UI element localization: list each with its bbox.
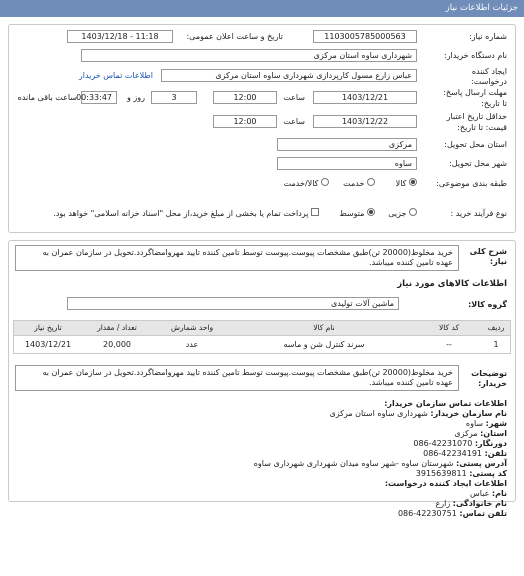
announce-label: تاریخ و ساعت اعلان عمومی: xyxy=(186,32,283,41)
goods-group-field: ماشین آلات تولیدی xyxy=(67,297,399,310)
summary-text-1: خرید مخلوط(20000 تن)طبق مشخصات پیوست.پیوست توسط تامین کننده تایید مهروامضاگردد.تحویل در سازمان عمران به xyxy=(42,248,453,257)
category-option-goods[interactable]: کالا xyxy=(396,178,417,188)
city-field: ساوه xyxy=(277,157,417,170)
col-unit: واحد شمارش xyxy=(152,321,232,335)
cell-date: 1403/12/21 xyxy=(24,339,72,349)
radio-icon xyxy=(409,208,417,216)
reply-time-label: ساعت xyxy=(283,93,305,102)
notes-label-1: توضیحات xyxy=(471,369,507,378)
creator-family: نام خانوادگی: زارع xyxy=(435,499,507,508)
reply-time-field: 12:00 xyxy=(213,91,277,104)
contact-province: استان: مرکزی xyxy=(454,429,507,438)
cell-unit: عدد xyxy=(185,339,199,349)
col-code: کد کالا xyxy=(416,321,482,335)
creator-title: اطلاعات ایجاد کننده درخواست: xyxy=(384,479,507,488)
page-header xyxy=(0,0,524,17)
days-field: 3 xyxy=(151,91,197,104)
contact-city: شهر: ساوه xyxy=(465,419,507,428)
col-name: نام کالا xyxy=(232,321,416,335)
page-title: جزئیات اطلاعات نیاز xyxy=(445,3,518,13)
valid-time-label: ساعت xyxy=(283,117,305,126)
contact-buyer-link[interactable]: اطلاعات تماس خریدار xyxy=(78,71,153,80)
remaining-time-field: 00:33:47 xyxy=(81,91,117,104)
radio-icon xyxy=(367,178,375,186)
table-row xyxy=(14,335,510,353)
cell-name: سرند کنترل شن و ماسه xyxy=(283,339,365,349)
reply-date-field: 1403/12/21 xyxy=(313,91,417,104)
summary-label-2: نیاز: xyxy=(489,257,507,266)
province-field: مرکزی xyxy=(277,138,417,151)
announce-field: 1403/12/18 - 11:18 xyxy=(67,30,173,43)
payment-checkbox[interactable]: پرداخت تمام یا بخشی از مبلغ خرید،از محل "اسناد خزانه اسلامی" خواهد بود. xyxy=(53,208,319,218)
day-label: روز و xyxy=(127,93,145,102)
creator-tel: تلفن تماس: 42230751-086 xyxy=(397,509,507,518)
goods-section-title: اطلاعات کالاهای مورد نیاز xyxy=(397,279,507,289)
category-option-both[interactable]: کالا/خدمت xyxy=(284,178,329,188)
cell-code: -- xyxy=(446,339,452,349)
radio-icon xyxy=(321,178,329,186)
radio-selected-icon xyxy=(409,178,417,186)
notes-box xyxy=(15,365,459,391)
cell-row: 1 xyxy=(493,339,499,349)
process-option-minor[interactable]: جزیی xyxy=(388,208,417,218)
need-number-label: شماره نیاز: xyxy=(469,32,507,41)
contact-block xyxy=(254,399,507,519)
creator-label-2: درخواست: xyxy=(471,77,507,86)
province-label: استان محل تحویل: xyxy=(444,140,507,149)
buyer-label: نام دستگاه خریدار: xyxy=(444,51,507,60)
min-valid-label-1: حداقل تاریخ اعتبار xyxy=(446,112,507,121)
cell-qty: 20,000 xyxy=(103,339,131,349)
contact-fax: تلفن: 42234191-086 xyxy=(423,449,507,458)
checkbox-icon xyxy=(311,208,319,216)
city-label: شهر محل تحویل: xyxy=(449,159,507,168)
notes-text-1: خرید مخلوط(20000 تن)طبق مشخصات پیوست.پیوست توسط تامین کننده تایید مهروامضاگردد.تحویل در سازمان عمران به xyxy=(42,368,453,377)
summary-text-2: عهده تامین کننده میباشد. xyxy=(369,258,453,267)
notes-label-2: خریدار: xyxy=(478,379,507,388)
contact-phone: دورنگار: 42231070-086 xyxy=(413,439,507,448)
goods-table-header xyxy=(14,321,510,335)
notes-text-2: عهده تامین کننده میباشد. xyxy=(369,378,453,387)
summary-panel xyxy=(8,240,516,518)
creator-label-1: ایجاد کننده xyxy=(471,67,507,76)
valid-time-field: 12:00 xyxy=(213,115,277,128)
need-details-panel xyxy=(8,24,516,233)
col-row: ردیف xyxy=(482,321,510,335)
contact-address: آدرس پستی: شهرستان ساوه -شهر ساوه میدان شهرداری شهرداری ساوه xyxy=(253,459,507,468)
category-option-service[interactable]: خدمت xyxy=(343,178,375,188)
radio-selected-icon xyxy=(367,208,375,216)
contact-title: اطلاعات تماس سازمان خریدار: xyxy=(384,399,507,408)
min-valid-label-2: قیمت: تا تاریخ: xyxy=(457,123,507,132)
reply-deadline-label-1: مهلت ارسال پاسخ: xyxy=(443,88,507,97)
goods-table-wrap xyxy=(13,320,511,354)
need-number-field: 1103005785000563 xyxy=(313,30,417,43)
reply-deadline-label-2: تا تاریخ: xyxy=(481,99,507,108)
creator-name: نام: عباس xyxy=(469,489,507,498)
contact-org: نام سازمان خریدار: شهرداری ساوه استان مرکزی xyxy=(329,409,507,418)
col-qty: تعداد / مقدار xyxy=(82,321,152,335)
process-label: نوع فرآیند خرید : xyxy=(450,209,507,218)
creator-field: عباس زارع مسول کارپردازی شهرداری ساوه استان مرکزی xyxy=(161,69,417,82)
category-label: طبقه بندی موضوعی: xyxy=(436,179,507,188)
remaining-label: ساعت باقی مانده xyxy=(17,93,77,102)
col-date: تاریخ نیاز xyxy=(14,321,82,335)
goods-group-label: گروه کالا: xyxy=(468,300,507,309)
summary-box xyxy=(15,245,459,271)
process-option-medium[interactable]: متوسط xyxy=(339,208,375,218)
goods-table xyxy=(14,321,510,353)
contact-postal: کد پستی: 3915639811 xyxy=(415,469,507,478)
buyer-field: شهرداری ساوه استان مرکزی xyxy=(81,49,417,62)
valid-date-field: 1403/12/22 xyxy=(313,115,417,128)
summary-label-1: شرح کلی xyxy=(469,247,507,256)
